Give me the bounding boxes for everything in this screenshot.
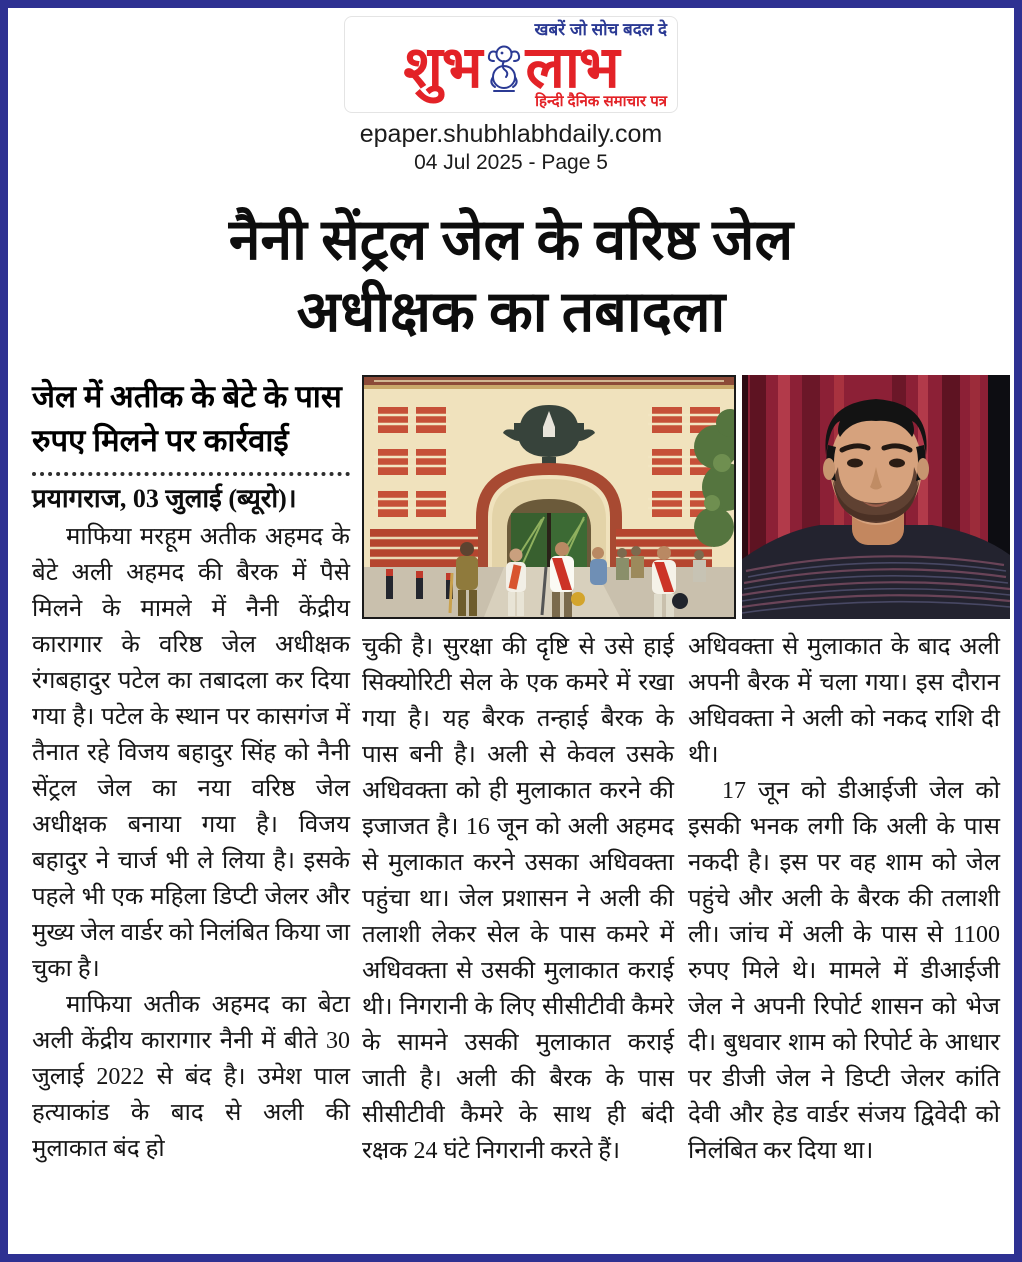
logo-text-shubh: शुभ [403,35,482,100]
dotted-divider [32,472,350,476]
dateline: प्रयागराज, 03 जुलाई (ब्यूरो)। [32,484,297,513]
sub-headline: जेल में अतीक के बेटे के पास रुपए मिलने पर कार्रवाई [32,379,342,458]
paragraph: माफिया अतीक अहमद का बेटा अली केंद्रीय कारागार नैनी में बीते 30 जुलाई 2022 से बंद है। उमेश पाल हत्याकांड के बाद से अली की मुलाकात बंद हो [32,992,350,1162]
headline-line-2: अधीक्षक का तबादला [296,281,726,344]
column-2 [362,629,674,1169]
column-1 [32,375,350,1169]
right-section [362,375,1000,1169]
photo-strip [362,375,1000,619]
logo-tagline-bottom: हिन्दी दैनिक समाचार पत्र [535,93,667,110]
jail-gate-photo [362,375,736,619]
article-headline [8,205,1014,349]
logo-tagline-top: खबरें जो सोच बदल दे [534,20,667,39]
portrait-photo [742,375,1010,619]
paragraph: अधिवक्ता से मुलाकात के बाद अली अपनी बैरक में चला गया। इस दौरान अधिवक्ता ने अली को नकद राशि दी थी। [688,634,1000,768]
newspaper-logo [344,16,678,113]
logo-text-labh: लाभ [525,35,619,100]
article-body [8,349,1014,1169]
paragraph: चुकी है। सुरक्षा की दृष्टि से उसे हाई सिक्योरिटी सेल के एक कमरे में रखा गया है। यह बैरक तन्हाई बैरक के पास बनी है। अली से केवल उसके अधिवक्ता को ही मुलाकात करने की इजाजत है। 16 जून को अली अहमद से मुलाकात करने उसका अधिवक्ता पहुंचा था। जेल प्रशासन ने अली की तलाशी लेकर सेल के पास कमरे में अधिवक्ता से उसकी मुलाकात कराई थी। निगरानी के लिए सीसीटीवी कैमरे के सामने उसकी मुलाकात कराई जाती है। अली की बैरक के पास सीसीटीवी कैमरे के साथ ही बंदी रक्षक 24 घंटे निगरानी करते हैं। [362,634,674,1164]
headline-line-1: नैनी सेंट्रल जेल के वरिष्ठ जेल [228,209,794,272]
column-3 [688,629,1000,1169]
masthead [8,16,1014,175]
paragraph: माफिया मरहूम अतीक अहमद के बेटे अली अहमद की बैरक में पैसे मिलने के मामले में नैनी केंद्रीय कारागार के वरिष्ठ जेल अधीक्षक रंगबहादुर पटेल का तबादला कर दिया गया है। पटेल के स्थान पर कासगंज में तैनात रहे विजय बहादुर सिंह को नैनी सेंट्रल जेल का नया वरिष्ठ जेल अधीक्षक बनाया गया है। विजय बहादुर ने चार्ज भी ले लिया है। इसके पहले भी एक महिला डिप्टी जेलर और मुख्य जेल वार्डर को निलंबित किया जा चुका है। [32,524,350,982]
epaper-url: epaper.shubhlabhdaily.com [359,120,663,148]
paragraph: 17 जून को डीआईजी जेल को इसकी भनक लगी कि अली के पास नकदी है। इस पर वह शाम को जेल पहुंचे और अली के बैरक की तलाशी ली। जांच में अली के पास से 1100 रुपए मिले थे। मामले में डीआईजी जेल ने अपनी रिपोर्ट शासन को भेज दी। बुधवार शाम को रिपोर्ट के आधार पर डीजी जेल ने डिप्टी जेलर कांति देवी और हेड वार्डर संजय द्विवेदी को निलंबित कर दिया था। [688,778,1000,1164]
ganesha-icon [484,41,524,95]
issue-date-page: 04 Jul 2025 - Page 5 [414,151,608,174]
text-columns [362,629,1000,1169]
